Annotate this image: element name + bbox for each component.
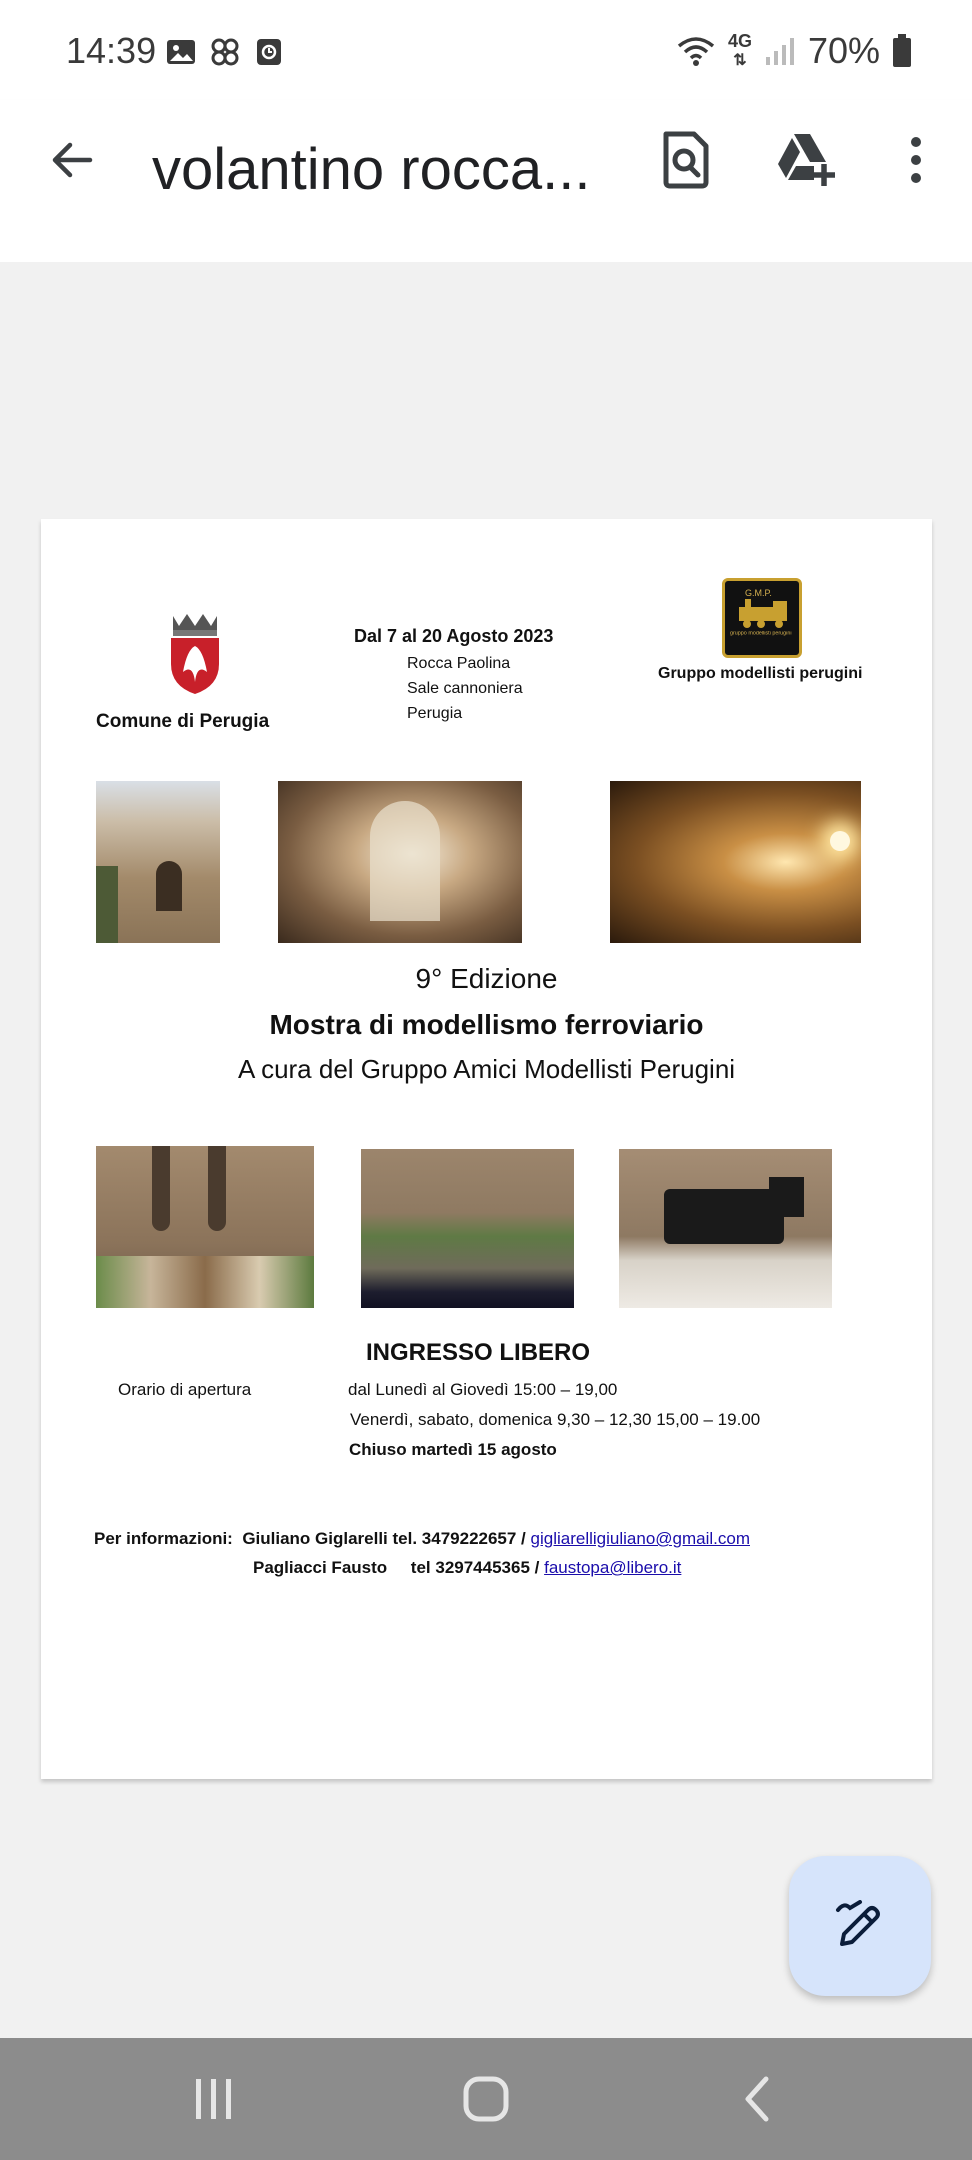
- system-nav-bar: [0, 2038, 972, 2160]
- network-type: 4G ⇅: [727, 31, 752, 69]
- venue-line-1: Rocca Paolina: [407, 655, 511, 672]
- hours-weekend: Venerdì, sabato, domenica 9,30 – 12,30 15,00 – 19.00: [350, 1410, 761, 1429]
- status-right: [676, 30, 912, 72]
- signal-icon: [764, 35, 796, 67]
- contact-row-1: [94, 1529, 750, 1549]
- home-icon: [462, 2075, 510, 2123]
- photo-underground-corridor: [610, 781, 861, 943]
- nav-back-icon: [738, 2075, 778, 2123]
- edit-fab-button[interactable]: [789, 1856, 931, 1996]
- find-in-page-button[interactable]: [650, 124, 722, 196]
- municipality-name: Comune di Perugia: [96, 711, 270, 732]
- contact-2-phone: tel 3297445365 /: [410, 1558, 540, 1577]
- more-vert-icon: [909, 136, 923, 184]
- clock-app-icon: [254, 38, 284, 66]
- recents-button[interactable]: [174, 2066, 254, 2132]
- photo-arched-hall: [278, 781, 522, 943]
- photo-cannon-layout: [96, 1146, 314, 1308]
- contact-2-email-link[interactable]: faustopa@libero.it: [544, 1558, 682, 1577]
- recents-icon: [192, 2077, 236, 2121]
- locomotive-icon: [735, 599, 791, 629]
- gmp-logo: [722, 578, 802, 658]
- closed-day: Chiuso martedì 15 agosto: [349, 1440, 557, 1459]
- gmp-logo-subtext: gruppo modellisti perugini: [730, 631, 792, 637]
- battery-icon: [892, 34, 912, 68]
- photo-rocca-facade: [96, 781, 220, 943]
- pinwheel-icon: [210, 38, 240, 66]
- hours-weekdays: dal Lunedì al Giovedì 15:00 – 19,00: [348, 1380, 618, 1399]
- event-title: Mostra di modellismo ferroviario: [269, 1009, 704, 1040]
- gallery-icon: [166, 38, 196, 66]
- photo-locomotive-model: [619, 1149, 832, 1308]
- document-viewer[interactable]: [0, 262, 972, 2038]
- venue-line-2: Sale cannoniera: [407, 680, 523, 697]
- back-arrow-icon: [48, 136, 96, 184]
- add-to-drive-button[interactable]: [770, 124, 842, 196]
- gmp-logo-text: G.M.P.: [745, 588, 772, 598]
- back-button[interactable]: [40, 128, 104, 192]
- contact-1-name: Giuliano Giglarelli tel. 3479222657 /: [242, 1529, 526, 1548]
- battery-percent: 70%: [807, 30, 880, 71]
- status-notification-icons: [166, 38, 284, 66]
- opening-label: Orario di apertura: [118, 1380, 252, 1399]
- contact-1-email-link[interactable]: gigliarelligiuliano@gmail.com: [530, 1529, 750, 1548]
- curated-by: A cura del Gruppo Amici Modellisti Perugini: [237, 1054, 736, 1084]
- drive-add-icon: [774, 132, 838, 188]
- club-name: Gruppo modellisti perugini: [658, 665, 863, 682]
- wifi-icon: [676, 35, 716, 67]
- perugia-crest-icon: [167, 612, 223, 696]
- contact-row-2: [253, 1558, 681, 1578]
- photo-mountain-layout: [361, 1149, 574, 1308]
- venue-line-3: Perugia: [407, 705, 463, 722]
- edition: 9° Edizione: [415, 963, 558, 994]
- entry-free: INGRESSO LIBERO: [366, 1339, 591, 1366]
- app-bar: [0, 100, 972, 262]
- status-time: 14:39: [66, 30, 157, 71]
- contact-2-name: Pagliacci Fausto: [253, 1558, 388, 1577]
- nav-back-button[interactable]: [718, 2066, 798, 2132]
- status-bar: [0, 0, 972, 100]
- info-label: Per informazioni:: [94, 1529, 233, 1548]
- flyer-page: [41, 519, 932, 1779]
- event-dates: Dal 7 al 20 Agosto 2023: [354, 626, 554, 646]
- more-options-button[interactable]: [880, 124, 952, 196]
- home-button[interactable]: [446, 2066, 526, 2132]
- edit-pen-icon: [834, 1900, 886, 1952]
- document-title: volantino rocca...: [152, 137, 591, 202]
- find-in-page-icon: [660, 130, 712, 190]
